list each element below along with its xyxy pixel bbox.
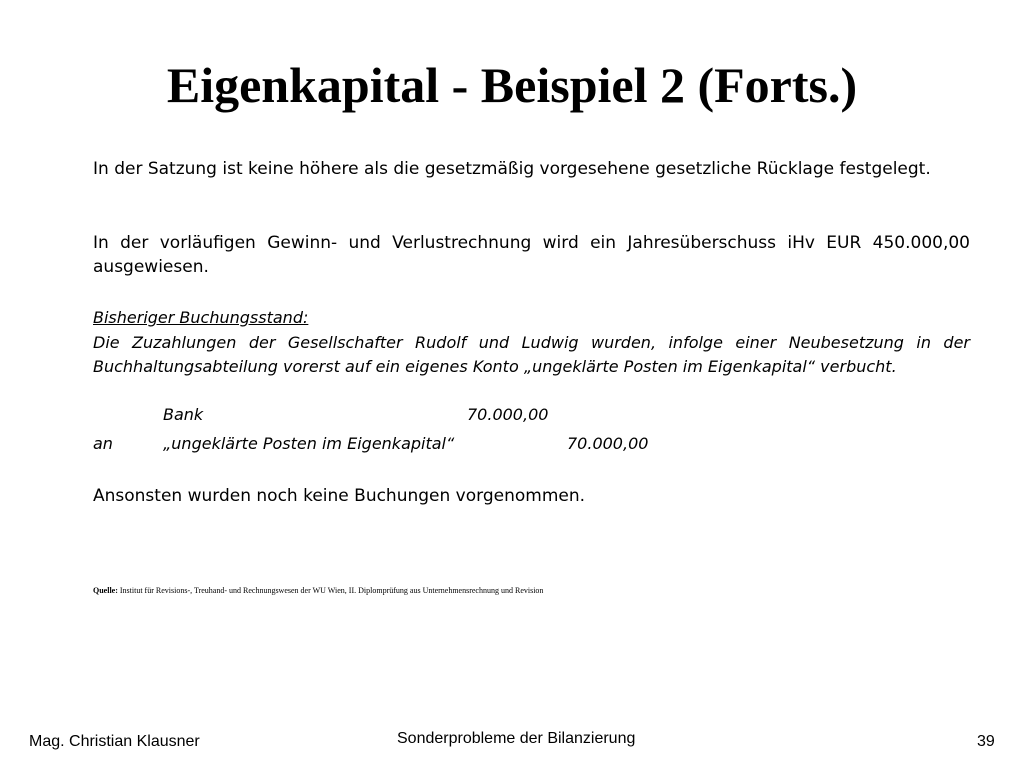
paragraph-statutes: In der Satzung ist keine höhere als die gesetzmäßig vorgesehene gesetzliche Rücklage festgelegt. xyxy=(93,159,931,179)
credit-amount: 70.000,00 xyxy=(567,434,649,453)
footer-topic: Sonderprobleme der Bilanzierung xyxy=(397,730,636,747)
slide-title: Eigenkapital - Beispiel 2 (Forts.) xyxy=(166,57,858,113)
footer-author: Mag. Christian Klausner xyxy=(29,733,200,750)
paragraph-annual-surplus: In der vorläufigen Gewinn- und Verlustrechnung wird ein Jahresüberschuss iHv EUR 450.000,00 ausgewiesen. xyxy=(93,233,970,277)
source-label: Quelle: xyxy=(93,586,118,595)
credit-account: „ungeklärte Posten im Eigenkapital“ xyxy=(163,434,455,453)
booking-status-text: Die Zuzahlungen der Gesellschafter Rudolf und Ludwig wurden, infolge einer Neubesetzung in der Buchhaltungsabteilung vorerst auf ein eigenes Konto „ungeklärte Posten im Eigenkapital“ verbucht. xyxy=(93,333,970,376)
debit-account: Bank xyxy=(163,405,204,424)
page-number: 39 xyxy=(977,733,995,750)
paragraph-no-other-bookings: Ansonsten wurden noch keine Buchungen vorgenommen. xyxy=(93,486,586,506)
debit-amount: 70.000,00 xyxy=(467,405,549,424)
booking-status-label: Bisheriger Buchungsstand: xyxy=(93,308,309,327)
credit-prefix: an xyxy=(93,434,113,453)
source-text: Institut für Revisions-, Treuhand- und Rechnungswesen der WU Wien, II. Diplomprüfung aus Unternehmensrechnung und Revision xyxy=(117,586,544,595)
source-citation xyxy=(93,585,543,597)
